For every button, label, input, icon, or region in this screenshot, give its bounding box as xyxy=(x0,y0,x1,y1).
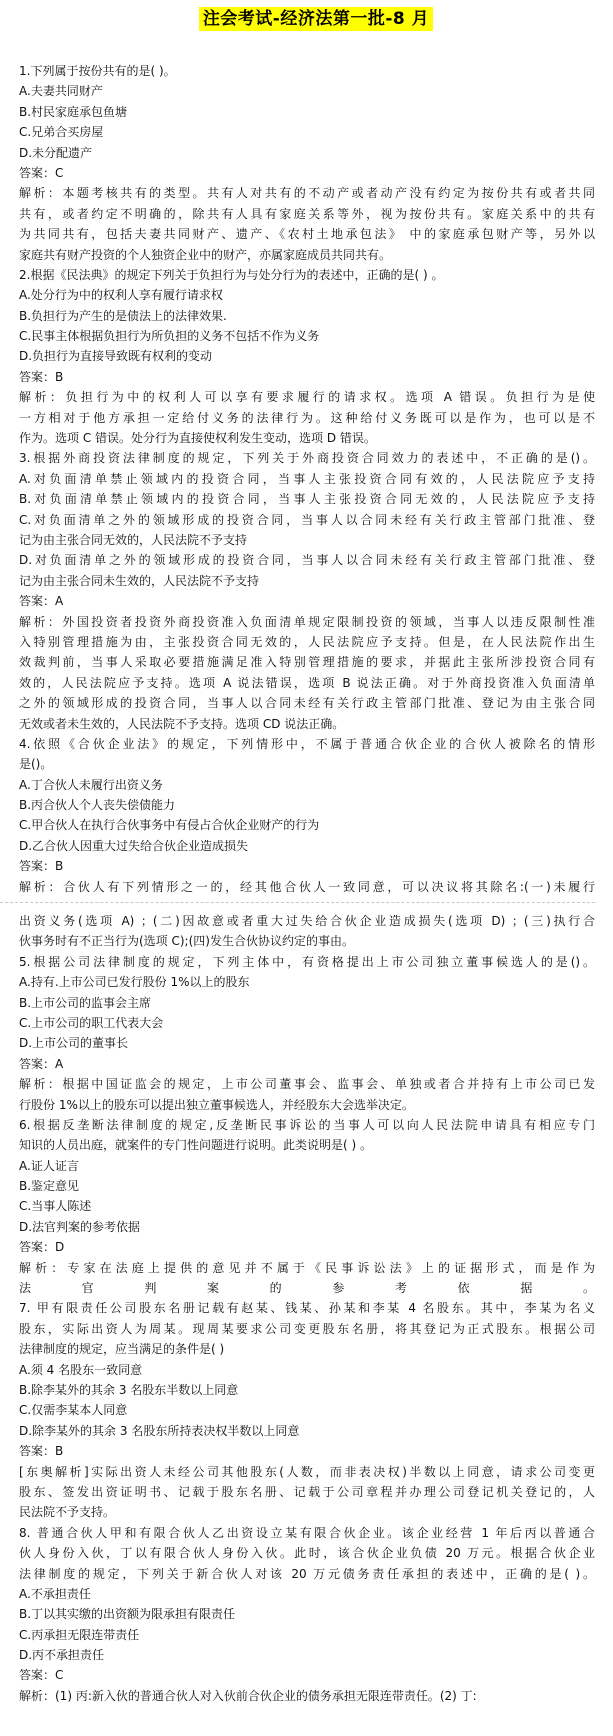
text-line: D.乙合伙人因重大过失给合伙企业造成损失 xyxy=(19,838,249,853)
text-line: 答案：B xyxy=(19,369,64,384)
text-line: A.不承担责任 xyxy=(19,1586,91,1601)
text-line: B.对负面清单禁止领域内的投资合同，当事人主张投资合同无效的，人民法院应予支持 xyxy=(19,492,595,507)
text-line: C.仅需李某本人同意 xyxy=(19,1403,128,1418)
text-line: D.法官判案的参考依据 xyxy=(19,1219,141,1234)
text-line: 家庭共有财产投资的个人独资企业中的财产，亦属家庭成员共同共有。 xyxy=(19,247,392,262)
text-line: 股东，实际出资人为周某。现周某要求公司变更股东名册，将其登记为正式股东。根据公司 xyxy=(19,1321,595,1336)
text-line: C.上市公司的职工代表大会 xyxy=(19,1015,164,1030)
text-line: 是()。 xyxy=(19,757,53,772)
text-line: 无效或者未生效的，人民法院不予支持。选项 CD 说法正确。 xyxy=(19,716,345,731)
text-line: 作为。选项 C 错误。处分行为直接使权利发生变动，选项 D 错误。 xyxy=(19,431,376,446)
text-line: A.处分行为中的权利人享有履行请求权 xyxy=(19,288,223,303)
text-line: B.丁以其实缴的出资额为限承担有限责任 xyxy=(19,1607,236,1622)
text-line: 股东、签发出资证明书、记载于股东名册、记载于公司章程并办理公司登记机关登记的，人 xyxy=(19,1484,595,1499)
text-line: 答案：A xyxy=(19,1056,64,1071)
text-line: 出资义务(选项 A) ；(二)因故意或者重大过失给合伙企业造成损失(选项 D) ；(三)执行合 xyxy=(19,914,595,929)
page-break-divider xyxy=(0,902,595,903)
text-line: 解析：专家在法庭上提供的意见并不属于《民事诉讼法》上的证据形式，而是作为 xyxy=(19,1260,595,1275)
text-line: B.上市公司的监事会主席 xyxy=(19,995,152,1010)
text-line: [东奥解析]实际出资人未经公司其他股东(人数，而非表决权)半数以上同意，请求公司变更 xyxy=(19,1464,595,1479)
text-line: D.对负面清单之外的领域形成的投资合同，当事人以合同未经有关行政主管部门批准、登 xyxy=(19,553,595,568)
text-line: 解析：外国投资者投资外商投资准入负面清单规定限制投资的领域，当事人以违反限制性准 xyxy=(19,614,595,629)
text-line: 知识的人员出庭，就案件的专门性问题进行说明。此类说明是( ) 。 xyxy=(19,1138,372,1153)
page-break xyxy=(19,897,595,911)
text-line: 解析：根据中国证监会的规定，上市公司董事会、监事会、单独或者合并持有上市公司已发 xyxy=(19,1077,595,1092)
text-line: 共有，或者约定不明确的，除共有人具有家庭关系等外，视为按份共有。家庭关系中的共有 xyxy=(19,206,595,221)
text-line: 答案：D xyxy=(19,1240,65,1255)
text-line: 伙人身份入伙，丁以有限合伙人身份入伙。此时，该合伙企业负债 20 万元。根据合伙企业 xyxy=(19,1546,595,1561)
text-line: 8. 普通合伙人甲和有限合伙人乙出资设立某有限合伙企业。该企业经营 1 年后丙以普通合 xyxy=(19,1525,595,1540)
document-body xyxy=(19,61,595,1706)
text-line: 5.根据公司法律制度的规定，下列主体中，有资格提出上市公司独立董事候选人的是()。 xyxy=(19,954,595,969)
text-line: D.除李某外的其余 3 名股东所持表决权半数以上同意 xyxy=(19,1423,300,1438)
text-line: A.夫妻共同财产 xyxy=(19,84,103,99)
page-title: 注会考试-经济法第一批-8 月 xyxy=(199,7,433,31)
text-line: A.持有.上市公司已发行股份 1%以上的股东 xyxy=(19,975,250,990)
text-line: C.对负面清单之外的领域形成的投资合同，当事人以合同未经有关行政主管部门批准、登 xyxy=(19,512,595,527)
title-area xyxy=(19,0,613,39)
text-line: 记为由主张合同未生效的，人民法院不予支持 xyxy=(19,573,260,588)
text-line: C.当事人陈述 xyxy=(19,1199,92,1214)
text-line: C.民事主体根据负担行为所负担的义务不包括不作为义务 xyxy=(19,329,320,344)
text-line: C.甲合伙人在执行合伙事务中有侵占合伙企业财产的行为 xyxy=(19,818,320,833)
text-line: 法律制度的规定，应当满足的条件是( ) xyxy=(19,1342,225,1357)
text-line: B.负担行为产生的是债法上的法律效果. xyxy=(19,308,227,323)
text-line: D.上市公司的董事长 xyxy=(19,1036,129,1051)
text-line: 答案：C xyxy=(19,165,64,180)
text-line: A.对负面清单禁止领域内的投资合同，当事人主张投资合同有效的，人民法院应予支持 xyxy=(19,471,595,486)
text-line: 解析：负担行为中的权利人可以享有要求履行的请求权。选项 A 错误。负担行为是使 xyxy=(19,390,595,405)
text-line: 解析：(1) 丙:新入伙的普通合伙人对入伙前合伙企业的债务承担无限连带责任。(2) 丁: xyxy=(19,1688,477,1703)
text-line: 法官判案的参考依据。 xyxy=(19,1281,595,1296)
text-line: C.丙承担无限连带责任 xyxy=(19,1627,140,1642)
text-line: 答案：B xyxy=(19,859,64,874)
text-line: D.负担行为直接导致既有权利的变动 xyxy=(19,349,213,364)
text-line: 一方相对于他方承担一定给付义务的法律行为。这种给付义务既可以是作为，也可以是不 xyxy=(19,410,595,425)
text-line: A.丁合伙人未履行出资义务 xyxy=(19,777,163,792)
text-line: 答案：B xyxy=(19,1444,64,1459)
text-line: 法律制度的规定，下列关于新合伙人对该 20 万元债务责任承担的表述中，正确的是( )。 xyxy=(19,1566,595,1581)
text-line: 答案：A xyxy=(19,594,64,609)
text-line: 2.根据《民法典》的规定下列关于负担行为与处分行为的表述中，正确的是( ) 。 xyxy=(19,267,444,282)
text-line: A.证人证言 xyxy=(19,1158,79,1173)
text-line: C.兄弟合买房屋 xyxy=(19,125,104,140)
text-line: 行股份 1%以上的股东可以提出独立董事候选人，并经股东大会选举决定。 xyxy=(19,1097,414,1112)
text-line: 民法院不予支持。 xyxy=(19,1505,116,1520)
text-line: 效的，人民法院应予支持。选项 A 说法错误，选项 B 说法正确。对于外商投资准入负面清单 xyxy=(19,675,595,690)
text-line: B.村民家庭承包鱼塘 xyxy=(19,104,128,119)
text-line: 答案：C xyxy=(19,1668,64,1683)
text-line: 记为由主张合同无效的，人民法院不予支持 xyxy=(19,532,248,547)
text-line: B.鉴定意见 xyxy=(19,1179,80,1194)
text-line: 解析：本题考核共有的类型。共有人对共有的不动产或者动产没有约定为按份共有或者共同 xyxy=(19,186,595,201)
text-line: 4.依照《合伙企业法》的规定，下列情形中，不属于普通合伙企业的合伙人被除名的情形 xyxy=(19,736,595,751)
text-line: B.丙合伙人个人丧失偿债能力 xyxy=(19,798,176,813)
text-line: 之外的领域形成的投资合同，当事人以合同未经有关行政主管部门批准、登记为由主张合同 xyxy=(19,696,595,711)
text-line: D.未分配遗产 xyxy=(19,145,93,160)
text-line: 入特别管理措施为由，主张投资合同无效的，人民法院应予支持。但是，在人民法院作出生 xyxy=(19,634,595,649)
text-line: 解析：合伙人有下列情形之一的，经其他合伙人一致同意，可以决议将其除名:(一)未履行 xyxy=(19,879,595,894)
text-line: B.除李某外的其余 3 名股东半数以上同意 xyxy=(19,1383,239,1397)
text-line: A.须 4 名股东一致同意 xyxy=(19,1362,143,1377)
text-line: 为共同共有，包括夫妻共同财产、遗产、《农村土地承包法》 中的家庭承包财产等，另外以 xyxy=(19,227,595,242)
text-line: D.丙不承担责任 xyxy=(19,1648,105,1663)
text-line: 效裁判前，当事人采取必要措施满足准入特别管理措施的要求，并据此主张所涉投资合同有 xyxy=(19,655,595,670)
text-line: 3.根据外商投资法律制度的规定，下列关于外商投资合同效力的表述中，不正确的是()。 xyxy=(19,451,595,466)
text-line: 6.根据反垄断法律制度的规定,反垄断民事诉讼的当事人可以向人民法院申请具有相应专门 xyxy=(19,1117,595,1132)
text-line: 7. 甲有限责任公司股东名册记载有赵某、钱某、孙某和李某 4 名股东。其中，李某为名义 xyxy=(19,1301,595,1316)
text-line: 1.下列属于按份共有的是( )。 xyxy=(19,64,176,78)
text-line: 伙事务时有不正当行为(选项 C);(四)发生合伙协议约定的事由。 xyxy=(19,934,354,949)
